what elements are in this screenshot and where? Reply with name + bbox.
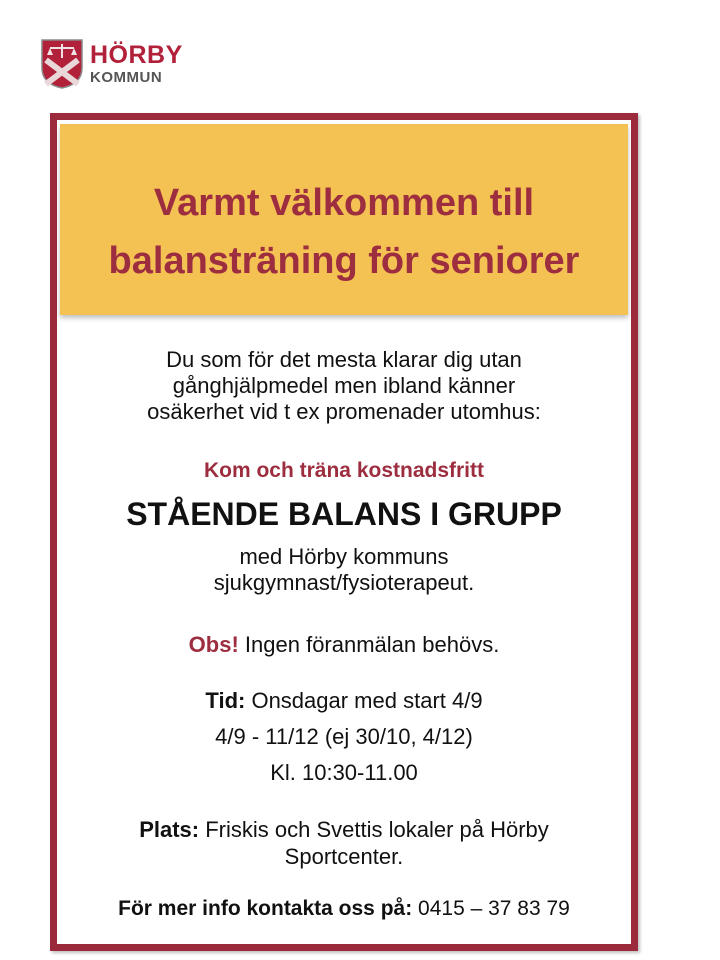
place-line-1 [57,817,631,843]
time-text: Onsdagar med start 4/9 [245,688,483,713]
headline-banner [60,124,628,315]
contact-label: För mer info kontakta oss på: [118,897,413,920]
time-line-1 [57,688,631,714]
place-label: Plats: [139,817,200,842]
contact-line [57,896,631,922]
intro-line-2: gånghjälpmedel men ibland känner [172,373,516,398]
logo-name: HÖRBY [90,41,183,69]
headline-line-2: balansträning för seniorer [108,240,580,282]
poster-card [50,113,638,951]
intro-line-3: osäkerhet vid t ex promenader utomhus: [147,399,541,424]
with-line-2: sjukgymnast/fysioterapeut. [213,570,475,595]
horby-kommun-logo [40,38,183,90]
headline-line-1: Varmt välkommen till [153,182,535,224]
time-label: Tid: [205,688,246,713]
logo-subtitle: KOMMUN [90,69,163,86]
obs-text: Ingen föranmälan behövs. [238,632,500,657]
place-line-2: Sportcenter. [284,844,404,869]
municipal-shield-icon [40,38,84,90]
obs-label: Obs! [188,632,239,657]
intro-line-1: Du som för det mesta klarar dig utan [166,347,522,372]
with-line-1: med Hörby kommuns [239,544,449,569]
time-line-3: Kl. 10:30-11.00 [270,760,418,785]
time-line-2: 4/9 - 11/12 (ej 30/10, 4/12) [215,724,473,749]
contact-phone: 0415 – 37 83 79 [412,897,570,920]
call-to-action: Kom och träna kostnadsfritt [203,459,485,482]
place-text: Friskis och Svettis lokaler på Hörby [199,817,549,842]
main-title: STÅENDE BALANS I GRUPP [126,496,562,532]
obs-notice [57,632,631,658]
